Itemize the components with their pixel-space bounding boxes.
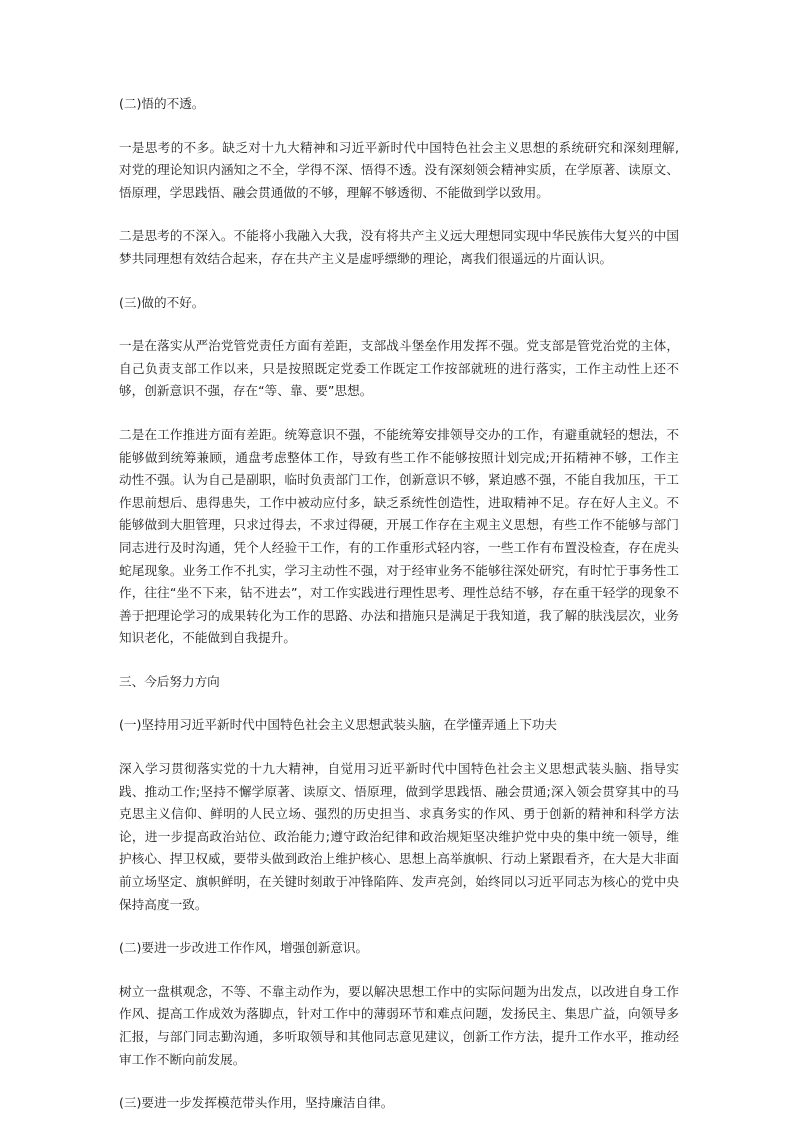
paragraph: 一是思考的不多。缺乏对十九大精神和习近平新时代中国特色社会主义思想的系统研究和深刻理解,对党的理论知识内涵知之不全，学得不深、悟得不透。没有深刻领会精神实质，在学原著、读原文、悟原理，学思践悟、融会贯通做的不够，理解不够透彻、不能做到学以致用。 [119, 139, 679, 200]
document-body [119, 93, 679, 1115]
section-heading: 三、今后努力方向 [119, 673, 220, 689]
section-heading: (一)坚持用习近平新时代中国特色社会主义思想武装头脑，在学懂弄通上下功夫 [119, 717, 558, 733]
paragraph: 一是在落实从严治党管党责任方面有差距，支部战斗堡垒作用发挥不强。党支部是管党治党的主体，自己负责支部工作以来，只是按照既定党委工作既定工作按部就班的进行落实，工作主动性上还不够，创新意识不强，存在“等、靠、要”思想。 [119, 338, 679, 399]
section-heading: (二)悟的不透。 [119, 96, 205, 111]
paragraph: 树立一盘棋观念，不等、不靠主动作为，要以解决思想工作中的实际问题为出发点，以改进自身工作作风、提高工作成效为落脚点，针对工作中的薄弱环节和难点问题，发扬民主、集思广益，向领导多汇报，与部门同志勤沟通，多听取领导和其他同志意见建议，创新工作方法，提升工作水平，推动经审工作不断向前发展。 [119, 983, 679, 1067]
section-heading: (三)要进一步发挥模范带头作用，坚持廉洁自律。 [119, 1095, 394, 1111]
paragraph: 二是在工作推进方面有差距。统筹意识不强，不能统筹安排领导交办的工作，有避重就轻的想法，不能够做到统筹兼顾，通盘考虑整体工作，导致有些工作不能够按照计划完成;开拓精神不够，工作主动性不强。认为自己是副职，临时负责部门工作，创新意识不够，紧迫感不强，不能自我加压，干工作思前想后、患得患失，工作中被动应付多，缺乏系统性创造性，进取精神不足。存在好人主义。不能够做到大胆管理，只求过得去，不求过得硬，开展工作存在主观主义思想，有些工作不能够与部门同志进行及时沟通，凭个人经验干工作，有的工作重形式轻内容，一些工作有布置没检查，存在虎头蛇尾现象。业务工作不扎实，学习主动性不强，对于经审业务不能够往深处研究，有时忙于事务性工作，往往“坐不下来，钻不进去”，对工作实践进行理性思考、理性总结不够，存在重干轻学的现象不善于把理论学习的成果转化为工作的思路、办法和措施只是满足于我知道，我了解的肤浅层次，业务知识老化，不能做到自我提升。 [119, 426, 679, 646]
section-heading: (三)做的不好。 [119, 294, 205, 310]
paragraph: 深入学习贯彻落实党的十九大精神，自觉用习近平新时代中国特色社会主义思想武装头脑、指导实践、推动工作;坚持不懈学原著、读原文、悟原理，做到学思践悟、融会贯通;深入领会贯穿其中的马克思主义信仰、鲜明的人民立场、强烈的历史担当、求真务实的作风、勇于创新的精神和科学方法论，进一步提高政治站位、政治能力;遵守政治纪律和政治规矩坚决维护党中央的集中统一领导，维护核心、捍卫权威，要带头做到政治上维护核心、思想上高举旗帜、行动上紧跟看齐，在大是大非面前立场坚定、旗帜鲜明，在关键时刻敢于冲锋陷阵、发声亮剑，始终同以习近平同志为核心的党中央保持高度一致。 [119, 761, 679, 912]
paragraph: 二是思考的不深入。不能将小我融入大我，没有将共产主义远大理想同实现中华民族伟大复兴的中国梦共同理想有效结合起来，存在共产主义是虚呼缥缈的理论，离我们很遥远的片面认识。 [119, 228, 679, 266]
section-heading: (二)要进一步改进工作作风，增强创新意识。 [119, 940, 369, 956]
